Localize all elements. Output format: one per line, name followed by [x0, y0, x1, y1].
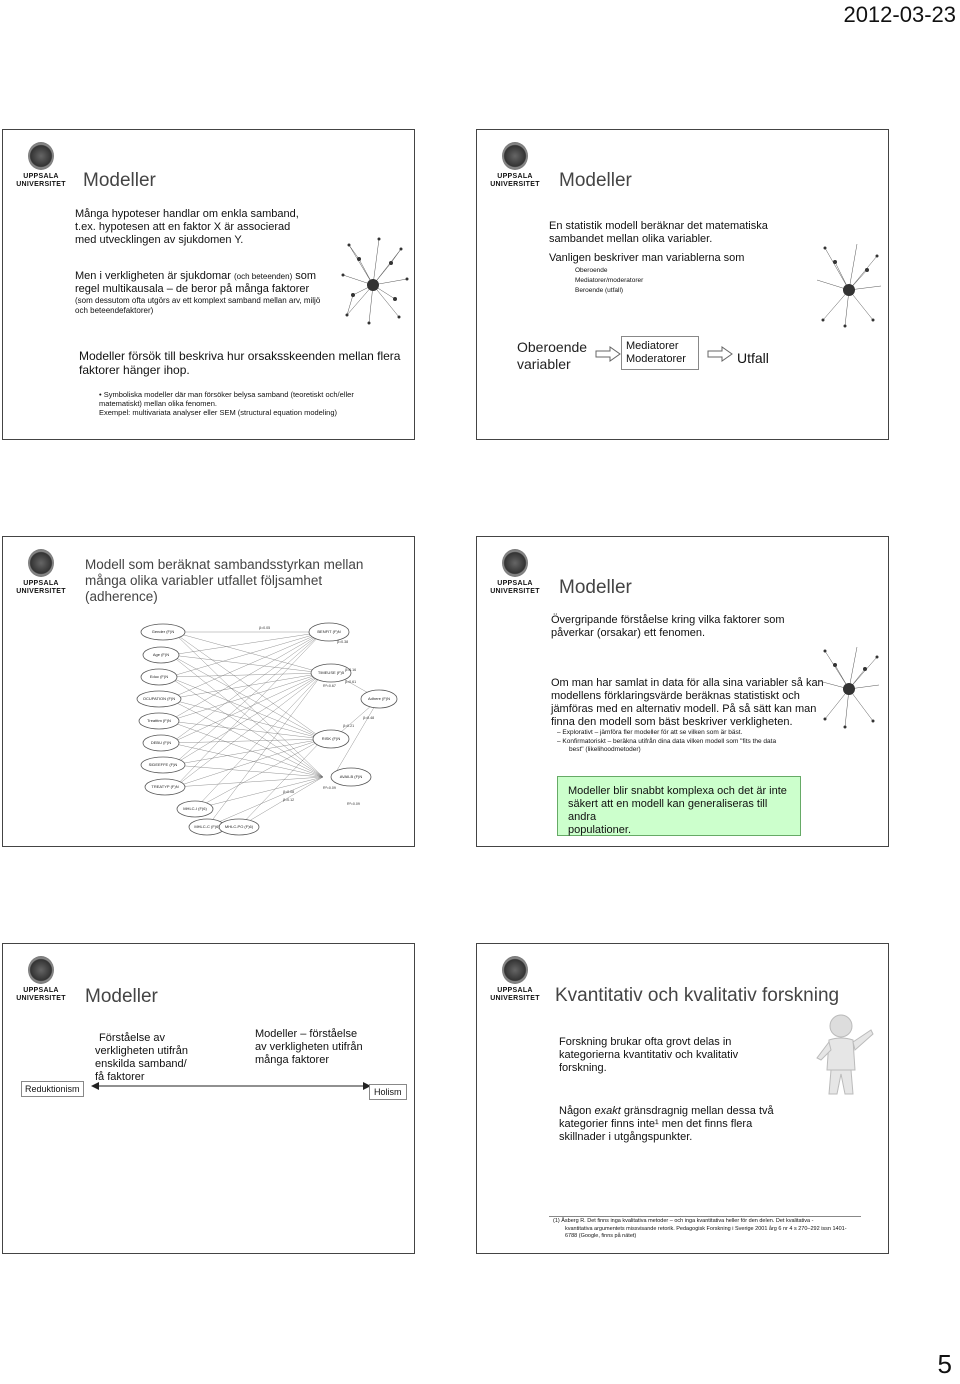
seal-icon [28, 956, 54, 984]
slide-4 [476, 536, 889, 847]
svg-text:β=0.08: β=0.08 [283, 790, 295, 794]
reference-divider [549, 1216, 861, 1217]
bullet-list: • Symboliska modeller där man försöker belysa samband (teoretiskt och/eller matematiskt) mellan olika fenomen. Exempel: multivariata analyser eller SEM (structural equation modeling) [99, 390, 354, 417]
slide-title: Modeller [559, 170, 632, 191]
slide-5 [2, 943, 415, 1254]
uppsala-logo [485, 549, 545, 596]
svg-text:β=0.12: β=0.12 [283, 798, 295, 802]
svg-text:R²=0.67: R²=0.67 [323, 684, 336, 688]
uppsala-logo [11, 549, 71, 596]
svg-text:β=0.05: β=0.05 [259, 626, 271, 630]
sem-diagram [133, 617, 405, 837]
svg-text:Treatttm (F)N: Treatttm (F)N [147, 718, 171, 723]
paragraph-4: Modeller försök till beskriva hur orsaksskeenden mellan flera faktorer hänger ihop. [79, 349, 401, 377]
logo-text: UPPSALA UNIVERSITET [16, 173, 66, 188]
svg-text:R²=0.09: R²=0.09 [323, 786, 336, 790]
slide-2 [476, 129, 889, 440]
header-date: 2012-03-23 [843, 2, 956, 27]
slide-title: Kvantitativ och kvalitativ forskning [555, 985, 840, 1006]
seal-icon [502, 549, 528, 577]
independent-box: Oberoende variabler [513, 335, 593, 389]
network-diagram [339, 235, 411, 327]
slide-6 [476, 943, 889, 1254]
seal-icon [502, 956, 528, 984]
seal-icon [28, 549, 54, 577]
reference-text: (1) Åsberg R. Det finns inga kvalitativa metoder – och inga kvantitativa heller för den delen. Det kvalitativa - kvantitativa argumentets missvisande retorik. Pedagogisk Forskning i Sverige 2001 årg 6 nr 4 s 270–292 issn 1401- 6788 (Google, finns på nätet) [553, 1218, 847, 1239]
uppsala-logo [485, 142, 545, 189]
uppsala-logo [11, 142, 71, 189]
svg-text:Educ (F)N: Educ (F)N [149, 674, 169, 679]
mediator-box: Mediatorer Moderatorer [621, 336, 699, 370]
logo-text: UPPSALA UNIVERSITET [490, 580, 540, 595]
highlight-box: Modeller blir snabbt komplexa och det är inte säkert att en modell kan generaliseras till andra populationer. [557, 776, 801, 836]
left-text: Förståelse av verkligheten utifrån enskilda samband/ få faktorer [95, 1032, 188, 1083]
svg-text:Adhere (F)N: Adhere (F)N [367, 696, 391, 701]
page-number: 5 [937, 1349, 952, 1379]
slide-title: Modeller [83, 170, 156, 191]
slide-1 [2, 129, 415, 440]
slide-3 [2, 536, 415, 847]
logo-text: UPPSALA UNIVERSITET [490, 173, 540, 188]
logo-text: UPPSALA UNIVERSITET [16, 580, 66, 595]
svg-text:β=0.61: β=0.61 [345, 680, 357, 684]
svg-text:RISK (F)N: RISK (F)N [321, 736, 341, 741]
svg-text:TREATYP (F)N: TREATYP (F)N [151, 784, 179, 789]
svg-text:OCUPATION (F)N: OCUPATION (F)N [142, 696, 176, 701]
svg-text:MHLC-I (F)6): MHLC-I (F)6) [183, 806, 207, 811]
network-diagram [813, 240, 885, 330]
logo-text: UPPSALA UNIVERSITET [490, 987, 540, 1002]
reduktionism-label: Reduktionism [21, 1081, 84, 1097]
paragraph-3: (som dessutom ofta utgörs av ett komplext samband mellan arv, miljö och beteendefaktorer) [75, 296, 321, 315]
svg-text:MHLC-PO (F)6): MHLC-PO (F)6) [224, 824, 254, 829]
svg-text:β=0.48: β=0.48 [363, 716, 375, 720]
svg-text:MHLC-C (F)6): MHLC-C (F)6) [194, 824, 220, 829]
person-figure-icon [803, 1012, 879, 1098]
paragraph-1: Många hypoteser handlar om enkla samband, t.ex. hypotesen att en faktor X är associerad med utvecklingen av sjukdomen Y. [75, 208, 299, 246]
svg-text:AVAILB (F)N: AVAILB (F)N [339, 774, 363, 779]
arrow-2 [707, 346, 733, 362]
outcome-box: Utfall [735, 344, 785, 374]
svg-text:R²=0.09: R²=0.09 [347, 802, 360, 806]
seal-icon [502, 142, 528, 170]
svg-text:DEBU (F)N: DEBU (F)N [150, 740, 172, 745]
svg-text:BENFIT (F)N: BENFIT (F)N [317, 629, 341, 634]
slide-title: Modeller [85, 986, 158, 1007]
uppsala-logo [11, 956, 71, 1003]
svg-text:β=0.16: β=0.16 [345, 668, 357, 672]
paragraph-2: Men i verkligheten är sjukdomar (och beteenden) som regel multikausala – de beror på många faktorer [75, 270, 317, 295]
svg-text:β=0.38: β=0.38 [337, 640, 349, 644]
seal-icon [28, 142, 54, 170]
network-diagram [815, 643, 883, 729]
paragraph-1: En statistik modell beräknar det matematiska sambandet mellan olika variabler. [549, 220, 768, 245]
paragraph-2: Vanligen beskriver man variablerna som [549, 252, 745, 264]
arrow-1 [595, 346, 621, 362]
dash-list: – Explorativt – jämföra fler modeller för att se vilken som är bäst. – Konfirmatoriskt – beräkna utifrån dina data vilken modell som "fits the data best" (likelihoodmetoder) [557, 729, 777, 753]
uppsala-logo [485, 956, 545, 1003]
right-text: Modeller – förståelse av verkligheten utifrån många faktorer [255, 1028, 363, 1066]
slide-title: Modell som beräknat sambandsstyrkan mellan många olika variabler utfallet följsamhet (adherence) [85, 557, 364, 604]
svg-text:TIMEUSE (F)5: TIMEUSE (F)5 [317, 670, 345, 675]
svg-text:SIDEEFFE (F)N: SIDEEFFE (F)N [148, 762, 178, 767]
svg-text:β=0.21: β=0.21 [343, 724, 355, 728]
slide-title: Modeller [559, 577, 632, 598]
paragraph-1: Forskning brukar ofta grovt delas in kategorierna kvantitativ och kvalitativ forskning. [559, 1036, 739, 1074]
paragraph-1: Övergripande förståelse kring vilka faktorer som påverkar (orsakar) ett fenomen. [551, 614, 785, 639]
double-arrow [91, 1081, 371, 1091]
svg-text:Age (F)N: Age (F)N [152, 652, 170, 657]
holism-label: Holism [369, 1084, 407, 1100]
svg-text:Gender (F)N: Gender (F)N [151, 629, 175, 634]
variable-list: Oberoende Mediatorer/moderatorer Beroende (utfall) [575, 267, 644, 294]
logo-text: UPPSALA UNIVERSITET [16, 987, 66, 1002]
paragraph-2: Om man har samlat in data för alla sina variabler så kan modellens förklaringsvärde beräknas statistiskt och jämföras med en alternativ modell. På så sätt kan man finna den modell som bäst beskriver verkligheten. [551, 677, 824, 728]
paragraph-2: Någon exakt gränsdragnig mellan dessa två kategorier finns inte¹ men det finns flera skillnader i utgångspunkter. [559, 1105, 774, 1143]
